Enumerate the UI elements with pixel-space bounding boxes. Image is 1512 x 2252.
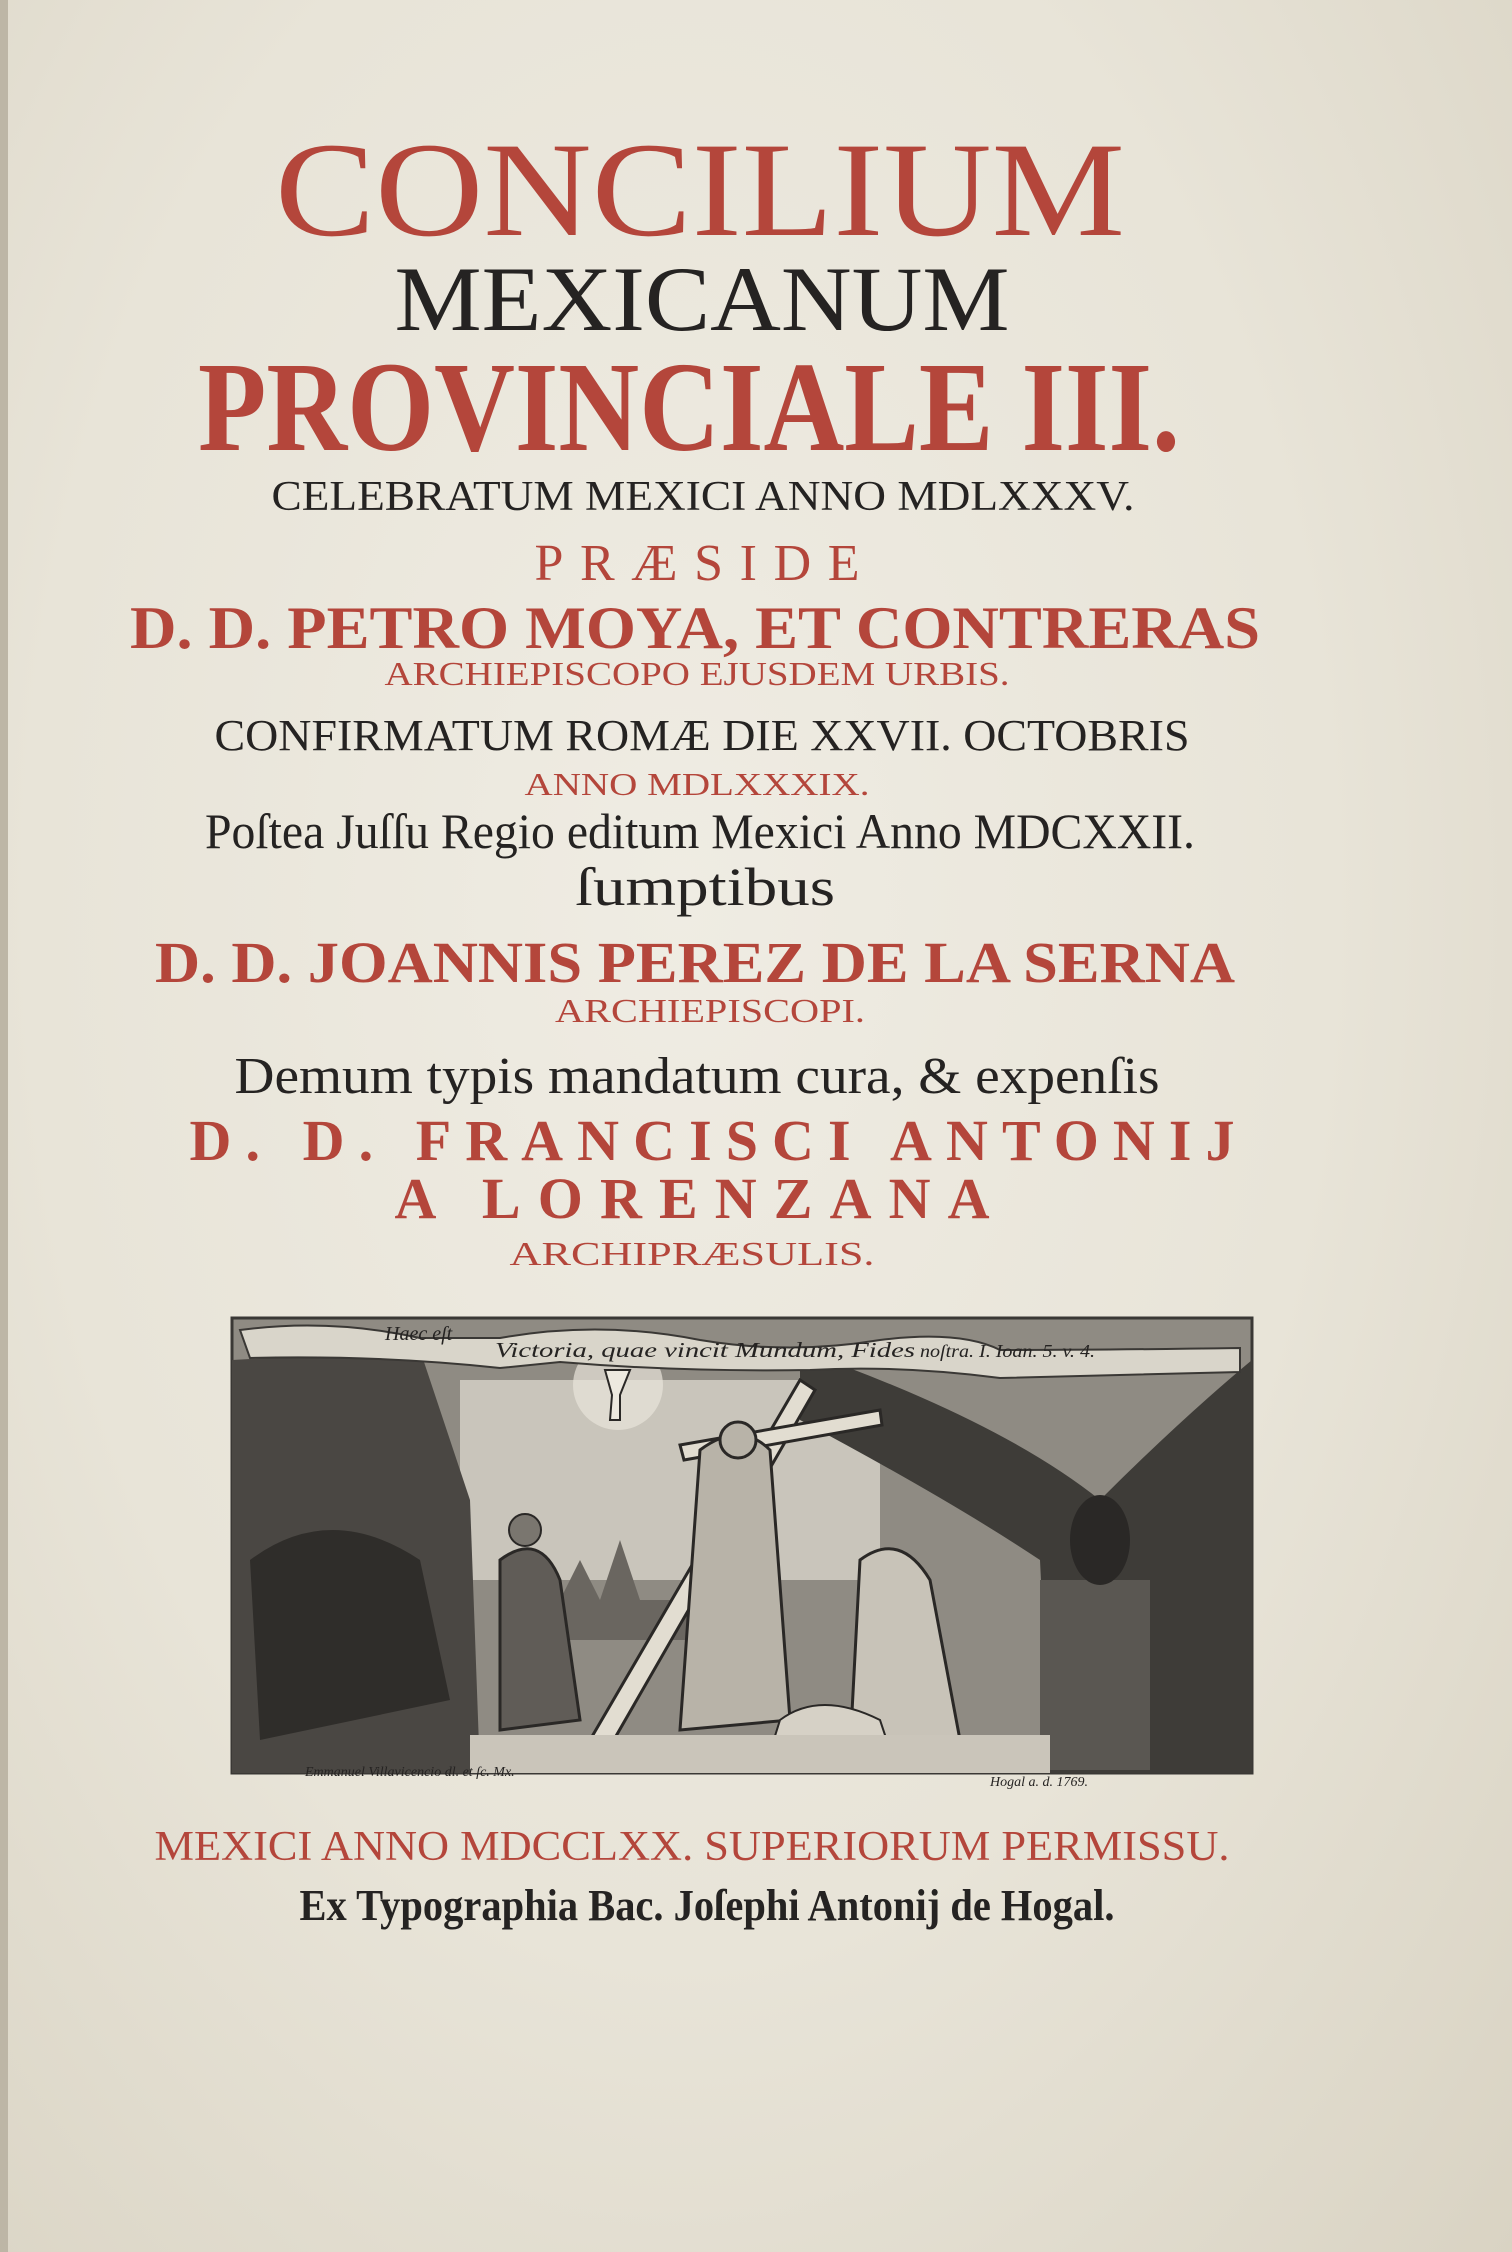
title-line-lorenzana: A LORENZANA [394,1166,990,1231]
title-line-demum: Demum typis mandatum cura, & expenſis [234,1048,1160,1105]
title-line-praeside: PRÆSIDE [534,535,860,592]
title-line-archiepiscopo: ARCHIEPISCOPO EJUSDEM URBIS. [384,656,1010,693]
binding-edge [0,0,8,2252]
banner-text-victoria: Victoria, quae vincit Mundum, Fides [495,1338,915,1362]
title-line-joannis: D. D. JOANNIS PEREZ DE LA SERNA [155,930,1236,995]
imprint-line-mexici-anno: MEXICI ANNO MDCCLXX. SUPERIORUM PERMISSU. [154,1824,1230,1870]
imprint-line-typographia: Ex Typographia Bac. Joſephi Antonij de Hogal. [299,1881,1115,1930]
title-line-concilium: CONCILIUM [275,116,1125,265]
title-line-petro-moya: D. D. PETRO MOYA, ET CONTRERAS [130,595,1260,661]
title-line-francisci: D. D. FRANCISCI ANTONIJ [189,1108,1235,1173]
title-line-archipraesulis: ARCHIPRÆSULIS. [509,1236,875,1273]
title-line-anno-1589: ANNO MDLXXXIX. [524,766,870,802]
engraver-credit: Emmanuel Villavicencio dl. et ſc. Mx. [305,1765,515,1780]
banner-text-nostra: noſtra. I. Ioan. 5. v. 4. [920,1341,1095,1361]
banner-text-haec-est: Haec eſt [385,1323,453,1345]
printer-credit: Hogal a. d. 1769. [990,1775,1088,1790]
title-line-celebratum: CELEBRATUM MEXICI ANNO MDLXXXV. [271,474,1135,520]
engraving-illustration [232,1318,1252,1773]
title-line-provinciale: PROVINCIALE III. [198,336,1180,478]
title-line-confirmatum: CONFIRMATUM ROMÆ DIE XXVII. OCTOBRIS [214,711,1190,760]
title-line-archiepiscopi: ARCHIEPISCOPI. [555,993,865,1030]
title-line-sumptibus: ſumptibus [575,857,835,917]
title-line-postea: Poſtea Juſſu Regio editum Mexici Anno MDCXXII. [205,803,1195,859]
title-line-mexicanum: MEXICANUM [394,248,1010,350]
